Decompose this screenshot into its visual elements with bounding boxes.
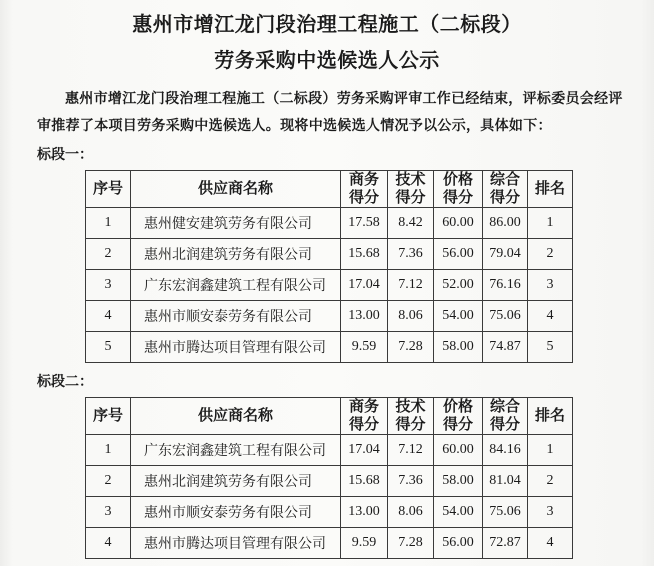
table-cell: 81.04 [483,466,528,497]
section-1-label: 标段一： [37,148,93,163]
page-title-line-2: 劳务采购中选候选人公示 [214,50,440,72]
column-header: 供应商名称 [131,398,341,435]
table-cell: 7.36 [388,239,434,270]
table-cell: 1 [528,208,573,239]
column-header: 序号 [86,171,131,208]
table-cell: 13.00 [341,301,388,332]
table-cell: 17.58 [341,208,388,239]
table-cell: 54.00 [434,497,483,528]
table-cell: 17.04 [341,270,388,301]
table-cell: 3 [528,497,573,528]
table-cell: 4 [528,528,573,559]
table-row [86,208,573,239]
table-cell: 惠州健安建筑劳务有限公司 [131,208,341,239]
column-header: 排名 [528,171,573,208]
table-cell: 58.00 [434,466,483,497]
table-cell: 8.42 [388,208,434,239]
table-cell: 5 [528,332,573,363]
table-cell: 1 [86,208,131,239]
column-header: 商务得分 [341,171,388,208]
table-cell: 15.68 [341,239,388,270]
table-row [86,528,573,559]
table-cell: 3 [86,497,131,528]
section-2-table-header-row [86,398,573,435]
table-row [86,239,573,270]
table-cell: 72.87 [483,528,528,559]
column-header: 商务得分 [341,398,388,435]
table-cell: 3 [528,270,573,301]
section-2-score-table [85,397,573,559]
table-cell: 广东宏润鑫建筑工程有限公司 [131,270,341,301]
table-cell: 86.00 [483,208,528,239]
table-cell: 4 [86,528,131,559]
table-cell: 54.00 [434,301,483,332]
column-header: 综合得分 [483,171,528,208]
table-cell: 75.06 [483,497,528,528]
section-2-label: 标段二： [37,375,93,390]
section-1-table-header-row [86,171,573,208]
table-cell: 56.00 [434,528,483,559]
table-cell: 60.00 [434,435,483,466]
column-header: 排名 [528,398,573,435]
section-1-score-table [85,170,573,363]
table-row [86,270,573,301]
table-cell: 60.00 [434,208,483,239]
table-cell: 2 [528,466,573,497]
table-cell: 4 [86,301,131,332]
table-cell: 惠州市顺安泰劳务有限公司 [131,497,341,528]
table-cell: 17.04 [341,435,388,466]
intro-paragraph [37,86,623,140]
table-cell: 1 [86,435,131,466]
table-cell: 7.28 [388,528,434,559]
table-cell: 惠州市腾达项目管理有限公司 [131,528,341,559]
table-cell: 15.68 [341,466,388,497]
table-cell: 惠州市顺安泰劳务有限公司 [131,301,341,332]
table-cell: 8.06 [388,301,434,332]
column-header: 技术得分 [388,398,434,435]
table-cell: 5 [86,332,131,363]
table-cell: 3 [86,270,131,301]
table-cell: 7.36 [388,466,434,497]
section-2-table-body [86,435,573,559]
table-cell: 7.12 [388,435,434,466]
table-row [86,332,573,363]
table-cell: 4 [528,301,573,332]
table-cell: 惠州市腾达项目管理有限公司 [131,332,341,363]
table-cell: 75.06 [483,301,528,332]
table-cell: 9.59 [341,332,388,363]
column-header: 价格得分 [434,171,483,208]
table-row [86,497,573,528]
table-cell: 1 [528,435,573,466]
table-cell: 8.06 [388,497,434,528]
column-header: 供应商名称 [131,171,341,208]
table-cell: 58.00 [434,332,483,363]
table-cell: 7.12 [388,270,434,301]
table-cell: 56.00 [434,239,483,270]
table-cell: 13.00 [341,497,388,528]
intro-line-1: 惠州市增江龙门段治理工程施工（二标段）劳务采购评审工作已经结束，评标委员会经评 [65,92,623,107]
table-cell: 52.00 [434,270,483,301]
column-header: 综合得分 [483,398,528,435]
table-cell: 7.28 [388,332,434,363]
table-cell: 2 [528,239,573,270]
intro-line-2: 审推荐了本项目劳务采购中选候选人。现将中选候选人情况予以公示，具体如下： [37,119,552,134]
table-cell: 74.87 [483,332,528,363]
table-row [86,301,573,332]
table-row [86,435,573,466]
table-cell: 79.04 [483,239,528,270]
table-cell: 84.16 [483,435,528,466]
table-cell: 9.59 [341,528,388,559]
table-cell: 2 [86,466,131,497]
table-cell: 惠州北润建筑劳务有限公司 [131,239,341,270]
table-cell: 2 [86,239,131,270]
section-1-table-body [86,208,573,363]
column-header: 技术得分 [388,171,434,208]
column-header: 价格得分 [434,398,483,435]
table-cell: 76.16 [483,270,528,301]
table-row [86,466,573,497]
table-cell: 广东宏润鑫建筑工程有限公司 [131,435,341,466]
column-header: 序号 [86,398,131,435]
page-title-line-1: 惠州市增江龙门段治理工程施工（二标段） [132,14,522,36]
table-cell: 惠州北润建筑劳务有限公司 [131,466,341,497]
